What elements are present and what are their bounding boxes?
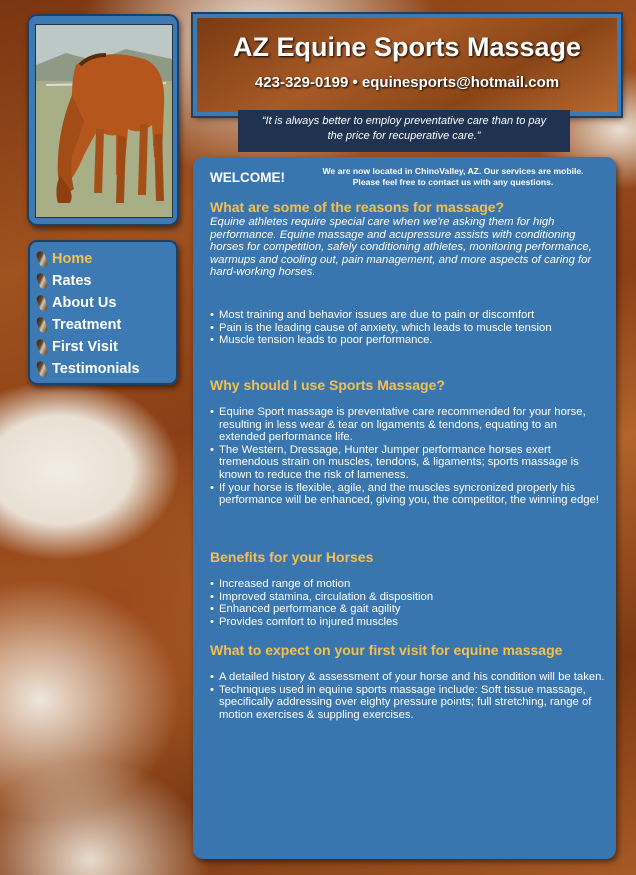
contact-info[interactable]: 423-329-0199 • equinesports@hotmail.com bbox=[254, 74, 560, 91]
list-item: • Equine Sport massage is preventative care recommended for your horse, resulting in less wear & tear on ligaments & tendons, equating to an extended performance life. bbox=[210, 406, 605, 444]
nav-item-about-us[interactable] bbox=[38, 293, 116, 313]
section-heading: Benefits for your Horses bbox=[210, 549, 374, 565]
location-notice bbox=[319, 166, 587, 188]
list-item: • If your horse is flexible, agile, and the muscles syncronized properly his performance will be enhanced, giving you, the competitor, the winning edge! bbox=[210, 482, 605, 507]
list-item: • Most training and behavior issues are due to pain or discomfort bbox=[210, 309, 605, 322]
horseshoe-nail-icon bbox=[36, 338, 49, 356]
nav-label: Home bbox=[52, 251, 93, 267]
section-heading: What are some of the reasons for massage? bbox=[210, 199, 505, 215]
list-item: • Pain is the leading cause of anxiety, which leads to muscle tension bbox=[210, 322, 605, 335]
nav-label: First Visit bbox=[52, 339, 118, 355]
nav-label: Treatment bbox=[52, 317, 122, 333]
section-heading: Why should I use Sports Massage? bbox=[210, 377, 445, 393]
bullet-list bbox=[210, 406, 605, 507]
nav-label: About Us bbox=[52, 295, 117, 311]
list-item: • The Western, Dressage, Hunter Jumper performance horses exert tremendous strain on muscles, tendons, & ligaments; sports massage is known to reduce the risk of lameness. bbox=[210, 444, 605, 482]
nav-item-first-visit[interactable] bbox=[38, 337, 118, 357]
nav-item-testimonials[interactable] bbox=[38, 359, 140, 379]
list-item: • Muscle tension leads to poor performance. bbox=[210, 334, 605, 347]
bullet-list bbox=[210, 578, 605, 628]
horseshoe-nail-icon bbox=[36, 360, 49, 378]
horse-photo-frame bbox=[27, 14, 179, 226]
horseshoe-nail-icon bbox=[36, 272, 49, 290]
site-header bbox=[193, 14, 621, 116]
nav-label: Rates bbox=[52, 273, 92, 289]
section-heading: What to expect on your first visit for equine massage bbox=[210, 642, 563, 658]
tagline-quote: “It is always better to employ preventative care than to pay the price for recuperative care.” bbox=[238, 110, 570, 152]
bullet-list bbox=[210, 671, 605, 721]
location-line: We are now located in ChinoValley, AZ. Our services are mobile. bbox=[322, 166, 584, 176]
list-item: • Improved stamina, circulation & disposition bbox=[210, 591, 605, 604]
horse-photo bbox=[35, 24, 173, 218]
list-item: • Provides comfort to injured muscles bbox=[210, 616, 605, 629]
location-line: Please feel free to contact us with any questions. bbox=[352, 177, 554, 187]
nav-item-rates[interactable] bbox=[38, 271, 92, 291]
nav-item-treatment[interactable] bbox=[38, 315, 121, 335]
list-item: • A detailed history & assessment of your horse and his condition will be taken. bbox=[210, 671, 605, 684]
horseshoe-nail-icon bbox=[36, 316, 49, 334]
list-item: • Enhanced performance & gait agility bbox=[210, 603, 605, 616]
horseshoe-nail-icon bbox=[36, 294, 49, 312]
main-content-panel bbox=[193, 157, 616, 859]
nav-label: Testimonials bbox=[52, 361, 140, 377]
site-title: AZ Equine Sports Massage bbox=[232, 32, 582, 62]
list-item: • Techniques used in equine sports massage include: Soft tissue massage, specifically addressing over eighty pressure points; full stretching, range of motion exercises & suppling exercises. bbox=[210, 684, 605, 722]
bullet-list bbox=[210, 309, 605, 347]
nav-item-home[interactable] bbox=[38, 249, 92, 269]
section-intro: Equine athletes require special care when we're asking them for high performance. Equine massage and acupressure assists with conditioning horses for competition, safely conditioning athletes, monitoring performance, warmups and cooling out, pain management, and more aspects of caring for hard-working horses. bbox=[210, 216, 592, 279]
horseshoe-nail-icon bbox=[36, 250, 49, 268]
navigation-menu bbox=[28, 240, 178, 385]
list-item: • Increased range of motion bbox=[210, 578, 605, 591]
welcome-heading: WELCOME! bbox=[210, 170, 285, 185]
